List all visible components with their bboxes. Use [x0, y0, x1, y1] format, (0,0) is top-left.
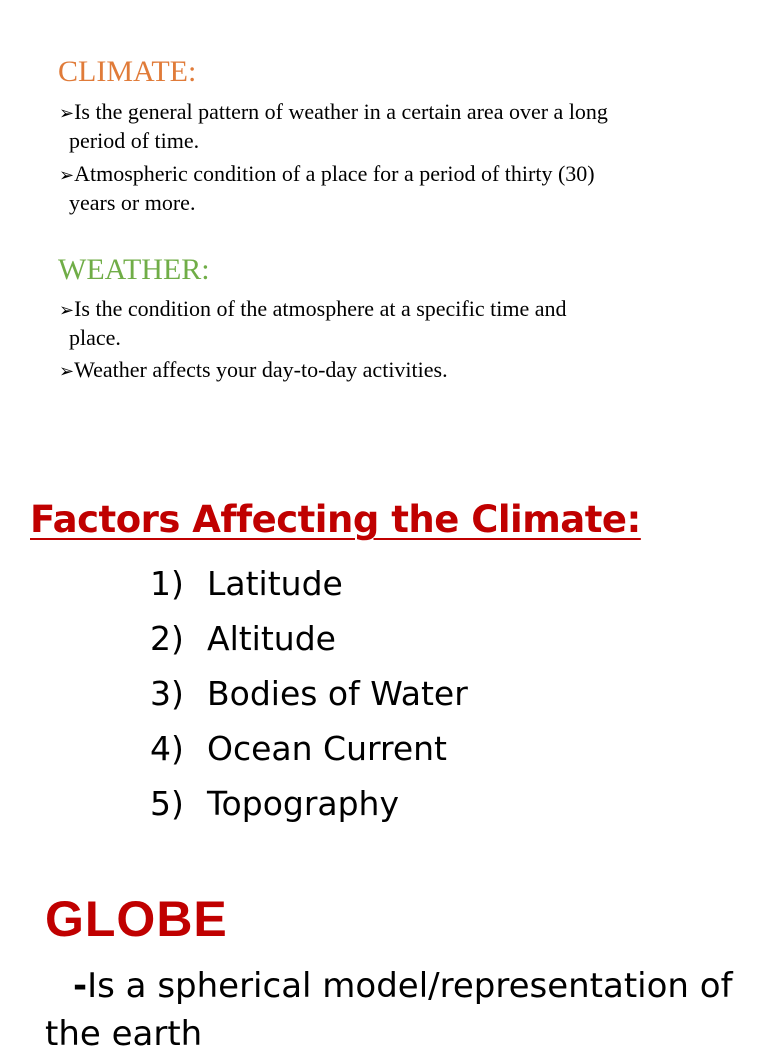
- factor-label: Altitude: [207, 619, 336, 658]
- globe-definition: [45, 962, 733, 1058]
- arrow-bullet-icon: ➢: [59, 103, 75, 123]
- factor-number: 2): [150, 619, 184, 658]
- bullet-text-line2: years or more.: [69, 190, 196, 215]
- factor-number: 1): [150, 564, 184, 603]
- factor-item: [150, 674, 468, 713]
- bullet-text-line1: Weather affects your day-to-day activities.: [74, 357, 448, 382]
- factors-title: Factors Affecting the Climate:: [30, 498, 641, 541]
- bullet-text-line1: Is the general pattern of weather in a certain area over a long: [74, 99, 608, 124]
- arrow-bullet-icon: ➢: [59, 361, 75, 381]
- factor-item: [150, 729, 447, 768]
- arrow-bullet-icon: ➢: [59, 300, 75, 320]
- factor-label: Ocean Current: [207, 729, 447, 768]
- weather-heading: WEATHER:: [58, 253, 210, 286]
- factor-number: 3): [150, 674, 184, 713]
- arrow-bullet-icon: ➢: [59, 165, 75, 185]
- factor-number: 5): [150, 784, 184, 823]
- climate-bullet-2: [59, 160, 709, 216]
- factor-number: 4): [150, 729, 184, 768]
- weather-bullet-1: [59, 295, 709, 351]
- weather-bullet-2: [59, 356, 709, 385]
- bullet-text-line1: Atmospheric condition of a place for a period of thirty (30): [74, 161, 595, 186]
- factor-item: [150, 564, 343, 603]
- factor-item: [150, 619, 336, 658]
- climate-heading: CLIMATE:: [58, 55, 197, 88]
- globe-definition-cont: the earth: [45, 1014, 203, 1054]
- factor-label: Topography: [207, 784, 400, 823]
- globe-heading: GLOBE: [45, 891, 228, 947]
- bullet-text-line2: period of time.: [69, 128, 200, 153]
- bullet-text-line2: place.: [69, 325, 121, 350]
- climate-bullet-1: [59, 98, 709, 154]
- bullet-text-line1: Is the condition of the atmosphere at a specific time and: [74, 296, 567, 321]
- factor-label: Latitude: [207, 564, 343, 603]
- factor-label: Bodies of Water: [207, 674, 468, 713]
- globe-dash: -: [73, 966, 88, 1006]
- factor-item: [150, 784, 399, 823]
- globe-definition-text: Is a spherical model/representation of: [87, 966, 733, 1006]
